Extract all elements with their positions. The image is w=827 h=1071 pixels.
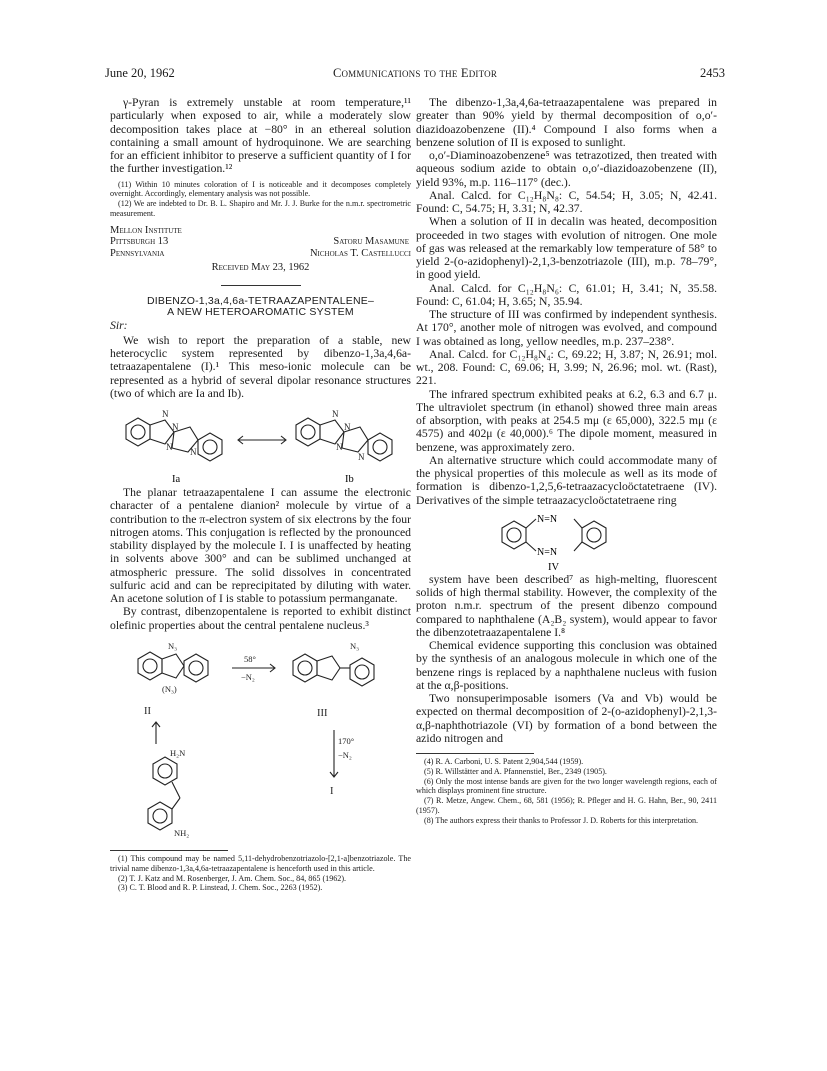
iii-triazole-ring (317, 656, 340, 680)
iv-top-azo: N=N (537, 513, 558, 525)
ib-aromatic-circle-left (301, 425, 315, 439)
iii-phenyl-ring (350, 658, 374, 686)
iv-benzene-ring-left (502, 521, 526, 549)
ia-triazole-ring (150, 420, 174, 444)
analysis-ii: Anal. Calcd. for C₁₂H₈N₈: C, 54.54; H, 3.05; N, 42.41. Found: C, 54.75; H, 3.31; N, 42.37. (416, 188, 717, 215)
fig-label-ib: Ib (345, 474, 354, 486)
iii-benzene-ring (293, 654, 317, 682)
ib-n-label-4: N (358, 452, 365, 463)
iv-bottom-azo: N=N (537, 546, 558, 558)
alternative-paragraph: An alternative structure which could accommodate many of the physical properties of this molecule as well as its mode of formation is dibenzo-1,2,5,6-tetraazacycloöctatetraene (IV). Derivatives of the simple tetraazacycloöctatetraene ring (416, 453, 717, 507)
left-column (110, 96, 411, 893)
ia-n-label-3: N (166, 442, 173, 453)
iv-bond-br (574, 542, 582, 551)
affiliation-block (110, 225, 411, 260)
state: Pennsylvania (110, 247, 165, 259)
author-1: Satoru Masamune (333, 236, 409, 248)
ii-azo-link (162, 654, 184, 678)
ib-n-label-1: N (332, 409, 339, 420)
iv-benzene-ring-right (582, 521, 606, 549)
ia-n-label-2: N (172, 422, 179, 433)
prep-paragraph: The dibenzo-1,3a,4,6a-tetraazapentalene was prepared in greater than 90% yield by thermal decomposition of o,o′-diazidoazobenzene (II).⁴ Compound I also forms when a benzene solution of II is exposed to sunlight. (416, 96, 717, 149)
intro-paragraph: We wish to report the preparation of a stable, new heterocyclic system represented by dibenzo-1,3a,4,6a-tetraazapentalene (I).¹ This meso-ionic molecule can be represented as a hybrid of several dipolar resonance structures (two of which are Ia and Ib). (110, 333, 411, 400)
ia-benzene-ring-right (198, 433, 222, 461)
scheme-arrow1-label: 58° (244, 653, 256, 664)
iv-bond-tl (526, 519, 536, 528)
iv-aromatic-circle-right (587, 528, 601, 542)
ia-n-label-1: N (162, 409, 169, 420)
diamino-paragraph: o,o′-Diaminoazobenzene⁵ was tetrazotized, then treated with aqueous sodium azide to obtain o,o′-diazidoazobenzene (II), yield 93%, m.p. 116–117° (dec.). (416, 149, 717, 189)
footnote-6: (6) Only the most intense bands are given for the two longer wavelength regions, each of which displays prominent fine structure. (416, 776, 717, 796)
structure-iv-svg (416, 507, 717, 573)
header-date: June 20, 1962 (105, 66, 175, 80)
iv-bond-bl (526, 542, 536, 551)
scheme-label-ii: II (144, 705, 151, 717)
scheme-h2n: H₂N (170, 747, 186, 758)
scheme-arrow2-sub: −N₂ (338, 749, 352, 760)
footnote-8: (8) The authors express their thanks to Professor J. D. Roberts for this interpretation. (424, 815, 699, 825)
diamine-ring-bottom (148, 802, 172, 830)
salutation: Sir: (110, 318, 128, 332)
ia-aromatic-circle-right (203, 440, 217, 454)
pyran-paragraph: γ-Pyran is extremely unstable at room temperature,¹¹ particularly when exposed to air, while a moderately slow decomposition takes place at −80° in an ethereal solution containing a small amount of hydroquinone. We are searching for an efficient inhibitor to preserve a sufficient quantity of I for the further investigation.¹² (110, 96, 411, 176)
iv-bond-tr (574, 519, 582, 528)
article-title-line-2: A NEW HETEROAROMATIC SYSTEM (167, 306, 354, 319)
header-section: Communications to the Editor (332, 66, 498, 80)
reaction-scheme-figure (110, 632, 411, 842)
ia-n-label-4: N (190, 447, 197, 458)
structure-iv-figure (416, 507, 717, 573)
city: Pittsburgh 13 (110, 236, 169, 248)
footnote-4: (4) R. A. Carboni, U. S. Patent 2,904,544 (1959). (424, 757, 584, 766)
iii-aromatic-circle-2 (355, 665, 369, 679)
iii-aromatic-circle (298, 661, 312, 675)
footnote-2: (2) T. J. Katz and M. Rosenberger, J. Am. Chem. Soc., 84, 865 (1962). (118, 873, 347, 883)
ii-aromatic-circle-right (189, 661, 203, 675)
spectrum-paragraph: The infrared spectrum exhibited peaks at 6.2, 6.3 and 6.7 μ. The ultraviolet spectrum (in ethanol) showed three main areas of absorption, with peaks at 254.5 mμ (ε 65,000), 322.5 mμ (ε 4575) and 402μ (ε 40,000).⁶ The dipole moment, measured in benzene, was approximately zero. (416, 387, 717, 454)
fig-label-iv: IV (548, 561, 560, 573)
ib-aromatic-circle-right (373, 440, 387, 454)
footnote-rule-right (416, 753, 534, 754)
analysis-i: Anal. Calcd. for C₁₂H₈N₄: C, 69.22; H, 3.87; N, 26.91; mol. wt., 208. Found: C, 69.06; H, 3.99; N, 26.96; mol. wt. (Rast), 221. (416, 347, 717, 388)
ia-aromatic-circle-left (131, 425, 145, 439)
footnote-3: (3) C. T. Blood and R. P. Linstead, J. Chem. Soc., 2263 (1952). (118, 883, 323, 893)
footnote-7: (7) R. Metze, Angew. Chem., 68, 581 (1956); R. Pfleger and H. G. Hahn, Ber., 90, 2411 (1957). (416, 796, 717, 815)
scheme-nh2: NH₂ (174, 827, 190, 838)
iv-aromatic-circle-left (507, 528, 521, 542)
ib-benzene-ring-left (296, 418, 320, 446)
scheme-n3-c: N₃ (350, 640, 360, 651)
scheme-arrow1-sub: −N₂ (241, 671, 255, 682)
ib-n-label-2: N (344, 422, 351, 433)
structure-paragraph: The structure of III was confirmed by independent synthesis. At 170°, another mole of nitrogen was evolved, and compound I was obtained as long, yellow needles, m.p. 237–238°. (416, 308, 717, 348)
scheme-n3-b: (N₃) (162, 683, 177, 694)
diamine-circle-bottom (153, 809, 167, 823)
scheme-label-i: I (330, 785, 334, 797)
resonance-structures-figure (110, 400, 411, 486)
planar-paragraph: The planar tetraazapentalene I can assume the electronic character of a pentalene dianion² molecule by virtue of a contribution to the π-electron system of six electrons by the four nitrogen atoms. This conjugation is reflected by the pronounced stability displayed by the molecule I. I is unaffected by heating in solvents above 300° and can be sublimed unchanged at atmospheric pressure. The solid dissolves in concentrated sulfuric acid and can be reprecipitated by diluting with water. An acetone solution of I is stable to potassium permanganate. (110, 486, 411, 606)
scheme-label-iii: III (317, 707, 328, 719)
scheme-arrow2-label: 170° (338, 735, 355, 746)
decalin-paragraph: When a solution of II in decalin was heated, decomposition proceeded in two stages with evolution of nitrogen. One mole of gas was released at the remarkably low temperature of 58° to yield 2-(o-azidophenyl)-2,1,3-benzotriazole (III), m.p. 78–79°, in good yield. (416, 215, 717, 282)
analysis-iii: Anal. Calcd. for C₁₂H₈N₆: C, 61.01; H, 3.41; N, 35.58. Found: C, 61.04; H, 3.65; N, 35.94. (416, 281, 717, 308)
right-column (416, 96, 717, 826)
ib-triazole-ring (320, 420, 344, 444)
footnote-5: (5) R. Willstätter and A. Pfannenstiel, Ber., 2349 (1905). (424, 766, 607, 776)
running-header (105, 66, 725, 82)
diamine-ring-top (153, 757, 177, 785)
separator-rule (221, 285, 301, 286)
ii-aromatic-circle-left (143, 659, 157, 673)
contrast-paragraph: By contrast, dibenzopentalene is reported to exhibit distinct olefinic properties about the central pentalene nucleus.³ (110, 605, 411, 632)
footnote-rule (110, 850, 228, 851)
received-date: Received May 23, 1962 (211, 262, 310, 274)
ib-benzene-ring-right (368, 433, 392, 461)
azo-bond-1 (172, 782, 180, 798)
ii-benzene-ring-left (138, 652, 162, 680)
diamine-circle-top (158, 764, 172, 778)
ii-benzene-ring-right (184, 654, 208, 682)
resonance-structures-svg (110, 400, 411, 486)
azo-bond-2 (172, 798, 180, 809)
reaction-scheme-svg (110, 632, 411, 842)
footnote-1: (1) This compound may be named 5,11-dehydrobenzotriazolo-[2,1-a]benzotriazole. The trivial name dibenzo-1,3a,4,6a-tetraazapentalene is henceforth used in this article. (110, 853, 411, 873)
institute: Mellon Institute (110, 224, 182, 236)
system-paragraph: system have been described⁷ as high-melting, fluorescent solids of high thermal stability. However, the complexity of the proton n.m.r. spectrum of the present dibenzo compound compared to naphthalene (A₂B₂ system), would appear to favor the dibenzotetraazapentalene I.⁸ (416, 572, 717, 639)
fig-label-ia: Ia (172, 474, 181, 486)
chemical-evidence-paragraph: Chemical evidence supporting this conclusion was obtained by the synthesis of an analogous molecule in which one of the benzene rings is replaced by a naphthalene nucleus with fusion at the α,β-positions. (416, 639, 717, 692)
footnote-11: (11) Within 10 minutes coloration of I is noticeable and it decomposes completely overnight. Accordingly, elementary analysis was not possible. (110, 179, 411, 199)
isomers-paragraph: Two nonsuperimposable isomers (Va and Vb) would be expected on thermal decomposition of 2-(o-azidophenyl)-2,1,3-α,β-naphthotriazole (VI) by formation of a bond between the azido nitrogen and (416, 692, 717, 745)
scheme-n3-a: N₃ (168, 640, 178, 651)
header-page-number: 2453 (700, 66, 725, 80)
article-title-line-1: DIBENZO-1,3a,4,6a-TETRAAZAPENTALENE– (147, 294, 374, 307)
ia-benzene-ring-left (126, 418, 150, 446)
ib-n-label-3: N (336, 442, 343, 453)
author-2: Nicholas T. Castellucci (309, 247, 411, 259)
footnote-12: (12) We are indebted to Dr. B. L. Shapiro and Mr. J. J. Burke for the n.m.r. spectrometric measurement. (110, 199, 411, 218)
